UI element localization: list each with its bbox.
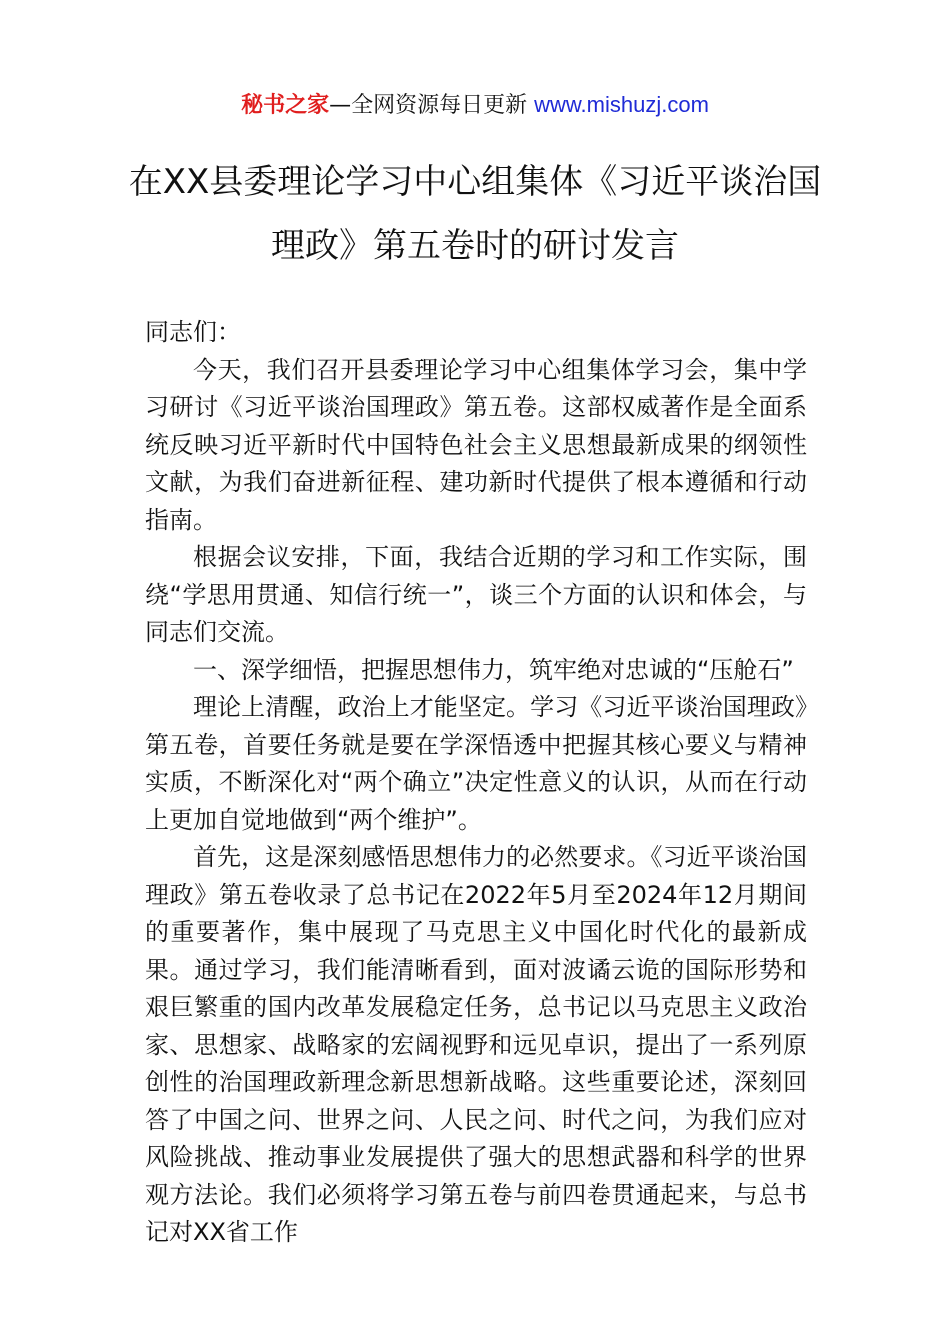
section-heading-one: 一、深学细悟，把握思想伟力，筑牢绝对忠诚的“压舱石” [193,655,794,684]
site-url-link[interactable]: www.mishuzj.com [534,92,709,117]
paragraph-first-point: 首先，这是深刻感悟思想伟力的必然要求。《习近平谈治国理政》第五卷收录了总书记在2022年5月至2024年12月期间的重要著作，集中展现了马克思主义中国化时代化的最新成果。通过学习，我们能清晰看到，面对波谲云诡的国际形势和艰巨繁重的国内改革发展稳定任务，总书记以马克思主义政治家、思想家、战略家的宏阔视野和远见卓识，提出了一系列原创性的治国理政新理念新思想新战略。这些重要论述，深刻回答了中国之问、世界之问、人民之问、时代之问，为我们应对风险挑战、推动事业发展提供了强大的思想武器和科学的世界观方法论。我们必须将学习第五卷与前四卷贯通起来，与总书记对XX省工作 [145,843,807,1246]
paragraph-theory: 理论上清醒，政治上才能坚定。学习《习近平谈治国理政》第五卷，首要任务就是要在学深悟透中把握其核心要义与精神实质，不断深化对“两个确立”决定性意义的认识，从而在行动上更加自觉地做到“两个维护”。 [145,693,807,834]
document-body [145,314,807,1252]
paragraph-outline: 根据会议安排，下面，我结合近期的学习和工作实际，围绕“学思用贯通、知信行统一”，谈三个方面的认识和体会，与同志们交流。 [145,543,807,646]
salutation: 同志们： [145,318,241,346]
paragraph-opening: 今天，我们召开县委理论学习中心组集体学习会，集中学习研讨《习近平谈治国理政》第五卷。这部权威著作是全面系统反映习近平新时代中国特色社会主义思想最新成果的纲领性文献，为我们奋进新征程、建功新时代提供了根本遵循和行动指南。 [145,355,807,534]
document-title: 在XX县委理论学习中心组集体《习近平谈治国理政》第五卷时的研讨发言 [128,162,822,266]
site-banner [0,88,950,123]
site-brand-name: 秘书之家 [241,93,330,118]
site-tagline: —全网资源每日更新 [329,93,535,118]
